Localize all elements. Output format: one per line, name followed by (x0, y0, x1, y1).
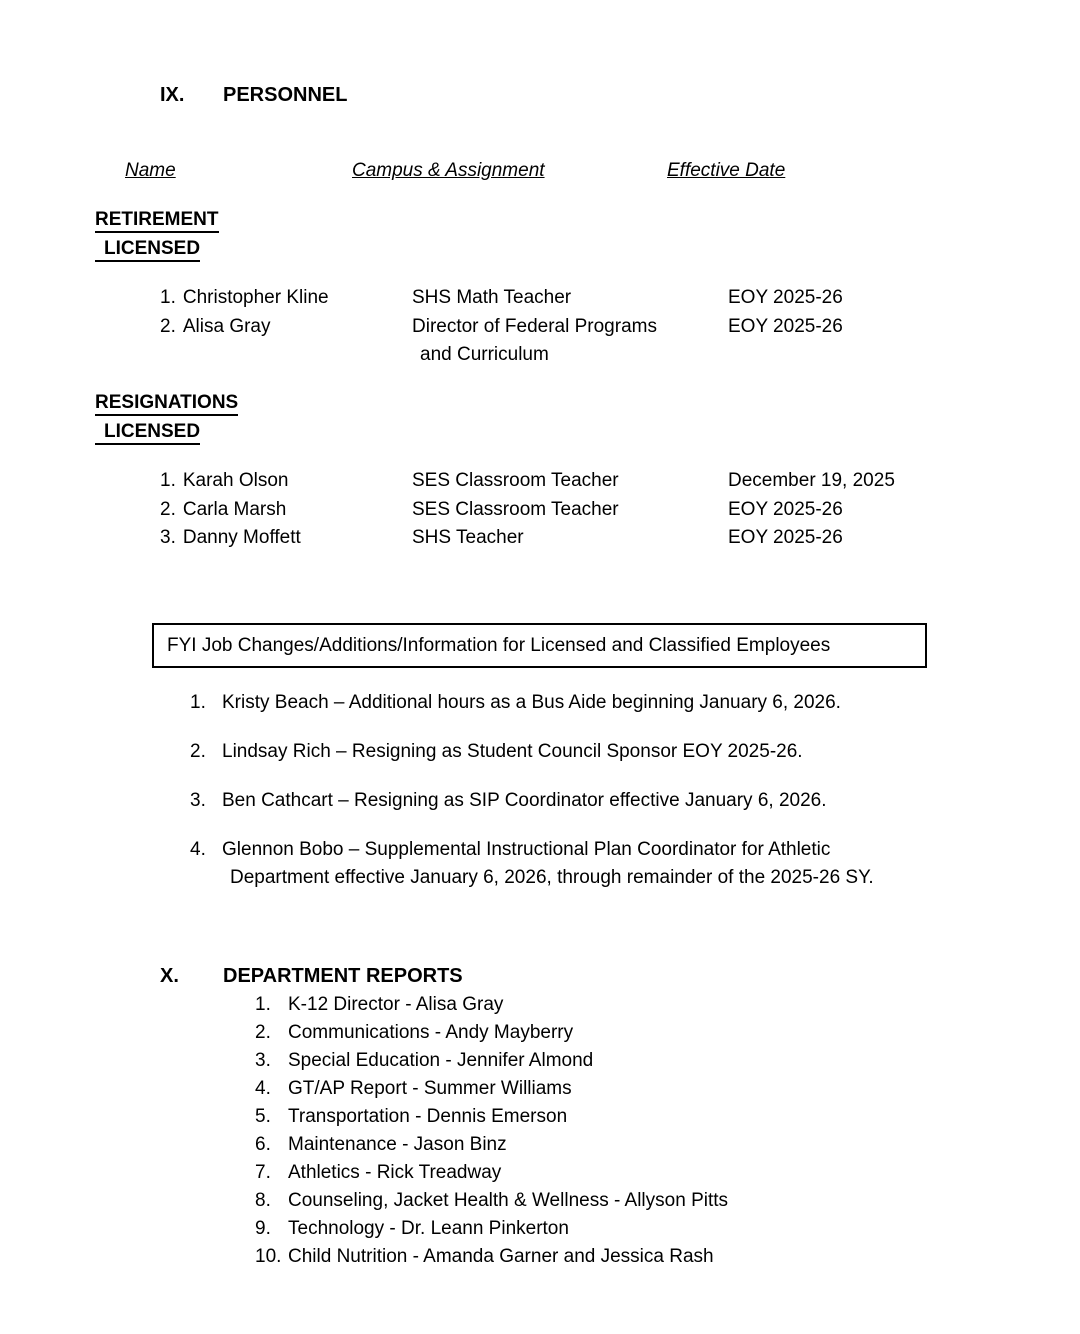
row-number: 2. (160, 315, 176, 337)
cell-name (160, 467, 412, 496)
retirement-subheading: LICENSED (95, 238, 200, 262)
resignations-subheading: LICENSED (95, 421, 200, 445)
item-number: 2. (255, 1022, 271, 1043)
cell-assignment (412, 313, 728, 370)
table-row (160, 284, 1020, 313)
list-item (190, 689, 938, 717)
column-header-date: Effective Date (667, 160, 786, 181)
employee-name: Karah Olson (182, 470, 289, 491)
item-text: Kristy Beach – Additional hours as a Bus Aide beginning January 6, 2026. (222, 692, 841, 713)
employee-name: Alisa Gray (182, 315, 271, 337)
cell-name (160, 496, 412, 525)
personnel-section-title: PERSONNEL (223, 84, 348, 106)
column-header-name: Name (125, 160, 176, 181)
cell-date: EOY 2025-26 (728, 527, 843, 548)
item-text: Technology - Dr. Leann Pinkerton (288, 1218, 569, 1239)
row-number: 1. (160, 470, 176, 491)
list-item (255, 1019, 955, 1047)
cell-assignment: SHS Math Teacher (412, 287, 572, 308)
item-number: 10. (255, 1246, 282, 1267)
cell-date: EOY 2025-26 (728, 498, 843, 520)
cell-assignment: SHS Teacher (412, 527, 524, 548)
item-text (222, 836, 938, 892)
cell-assignment: SES Classroom Teacher (412, 470, 619, 491)
item-text-line2: Department effective January 6, 2026, through remainder of the 2025-26 SY. (230, 867, 874, 888)
item-number: 7. (255, 1162, 271, 1183)
personnel-section-number: IX. (160, 84, 185, 106)
item-text: Transportation - Dennis Emerson (288, 1106, 568, 1127)
row-number: 3. (160, 527, 176, 548)
item-text: Special Education - Jennifer Almond (288, 1050, 594, 1071)
item-number: 3. (190, 790, 206, 811)
table-row (160, 496, 1020, 525)
item-number: 8. (255, 1190, 271, 1211)
item-number: 4. (255, 1078, 271, 1099)
department-section-title: DEPARTMENT REPORTS (223, 965, 463, 987)
list-item (255, 1159, 955, 1187)
list-item (255, 1215, 955, 1243)
table-row (160, 467, 1020, 496)
table-row (160, 313, 1020, 370)
item-text: Maintenance - Jason Binz (288, 1134, 507, 1155)
cell-date: December 19, 2025 (728, 470, 895, 491)
item-number: 2. (190, 741, 206, 762)
assignment-line2: and Curriculum (420, 344, 549, 365)
item-text: K-12 Director - Alisa Gray (288, 994, 504, 1015)
employee-name: Carla Marsh (182, 498, 287, 520)
list-item (255, 1131, 955, 1159)
item-number: 9. (255, 1218, 271, 1239)
cell-assignment: SES Classroom Teacher (412, 498, 619, 520)
department-section-number: X. (160, 965, 179, 987)
cell-name (160, 313, 412, 370)
list-item (190, 738, 938, 766)
list-item (255, 1047, 955, 1075)
item-text: Athletics - Rick Treadway (288, 1162, 502, 1183)
cell-date: EOY 2025-26 (728, 287, 843, 308)
department-reports-heading (160, 962, 463, 990)
row-number: 2. (160, 498, 176, 520)
item-text: Child Nutrition - Amanda Garner and Jessica Rash (288, 1246, 714, 1267)
column-header-assignment: Campus & Assignment (352, 160, 545, 181)
department-reports-list (255, 991, 955, 1271)
list-item (255, 1243, 955, 1271)
resignations-table (160, 467, 1020, 553)
item-number: 3. (255, 1050, 271, 1071)
item-text: GT/AP Report - Summer Williams (288, 1078, 572, 1099)
item-number: 5. (255, 1106, 271, 1127)
retirement-table (160, 284, 1020, 370)
assignment-line1: Director of Federal Programs (412, 315, 657, 337)
cell-date: EOY 2025-26 (728, 315, 843, 337)
personnel-section-heading (160, 81, 347, 109)
cell-name (160, 524, 412, 553)
list-item (255, 1103, 955, 1131)
item-text-line1: Glennon Bobo – Supplemental Instructional Plan Coordinator for Athletic (222, 839, 831, 860)
item-number: 6. (255, 1134, 271, 1155)
list-item (255, 1187, 955, 1215)
item-number: 1. (190, 692, 206, 713)
item-text: Communications - Andy Mayberry (288, 1022, 574, 1043)
resignations-heading: RESIGNATIONS (95, 392, 238, 416)
fyi-box-label: FYI Job Changes/Additions/Information for Licensed and Classified Employees (167, 634, 831, 656)
employee-name: Christopher Kline (182, 287, 329, 308)
list-item (190, 836, 938, 892)
employee-name: Danny Moffett (182, 527, 301, 548)
list-item (255, 1075, 955, 1103)
list-item (190, 787, 938, 815)
table-row (160, 524, 1020, 553)
cell-name (160, 284, 412, 313)
item-text: Lindsay Rich – Resigning as Student Council Sponsor EOY 2025-26. (222, 741, 803, 762)
item-number: 4. (190, 839, 206, 860)
row-number: 1. (160, 287, 176, 308)
list-item (255, 991, 955, 1019)
retirement-heading: RETIREMENT (95, 209, 219, 233)
item-number: 1. (255, 994, 271, 1015)
fyi-list (190, 689, 938, 913)
item-text: Counseling, Jacket Health & Wellness - Allyson Pitts (288, 1190, 729, 1211)
fyi-box (152, 623, 927, 668)
item-text: Ben Cathcart – Resigning as SIP Coordinator effective January 6, 2026. (222, 790, 827, 811)
